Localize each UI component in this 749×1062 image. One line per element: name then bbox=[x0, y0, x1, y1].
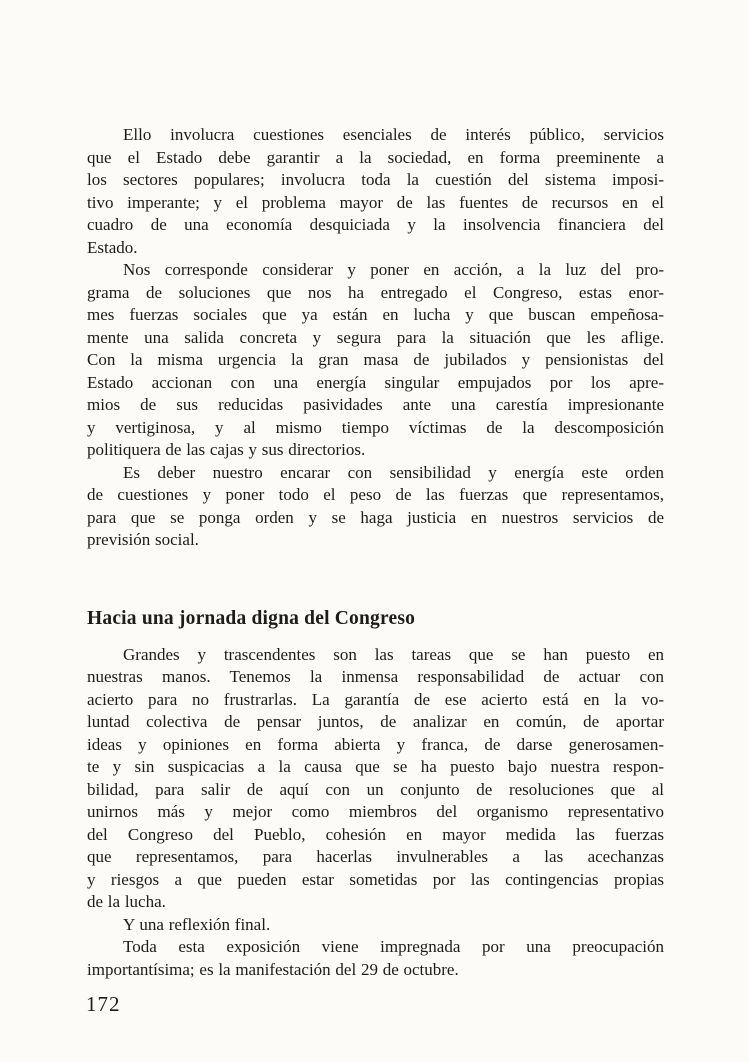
paragraph bbox=[87, 936, 664, 981]
page-content bbox=[87, 124, 664, 981]
text-line: ideas y opiniones en forma abierta y franca, de darse generosamen- bbox=[87, 734, 664, 754]
paragraph bbox=[87, 462, 664, 552]
text-line: Y una reflexión final. bbox=[123, 914, 271, 934]
text-line: Estado accionan con una energía singular empujados por los apre- bbox=[87, 372, 664, 392]
text-line: nuestras manos. Tenemos la inmensa responsabilidad de actuar con bbox=[87, 667, 664, 686]
text-line: bilidad, para salir de aquí con un conjunto de resoluciones que al bbox=[87, 779, 664, 799]
text-line: unirnos más y mejor como miembros del organismo representativo bbox=[87, 802, 664, 821]
text-line: Toda esta exposición viene impregnada por una preocupación bbox=[123, 937, 664, 956]
text-line: acierto para no frustrarlas. La garantía de ese acierto está en la vo- bbox=[87, 689, 664, 709]
text-line: Grandes y trascendentes son las tareas que se han puesto en bbox=[123, 644, 664, 664]
text-line: grama de soluciones que nos ha entregado el Congreso, estas enor- bbox=[87, 282, 664, 302]
text-line: previsión social. bbox=[87, 530, 199, 549]
text-line: Con la misma urgencia la gran masa de jubilados y pensionistas del bbox=[87, 350, 664, 369]
text-line: Estado. bbox=[87, 237, 138, 257]
section-heading: Hacia una jornada digna del Congreso bbox=[87, 607, 416, 629]
text-line: Nos corresponde considerar y poner en acción, a la luz del pro- bbox=[123, 260, 664, 279]
paragraph bbox=[87, 914, 664, 937]
text-line: de cuestiones y poner todo el peso de las fuerzas que representamos, bbox=[87, 485, 664, 504]
paragraph bbox=[87, 644, 664, 914]
page-number: 172 bbox=[86, 992, 121, 1016]
paragraph bbox=[87, 259, 664, 462]
text-line: Es deber nuestro encarar con sensibilidad y energía este orden bbox=[123, 462, 664, 482]
paragraph bbox=[87, 124, 664, 259]
text-line: del Congreso del Pueblo, cohesión en mayor medida las fuerzas bbox=[87, 824, 664, 844]
text-line: para que se ponga orden y se haga justicia en nuestros servicios de bbox=[87, 507, 664, 527]
text-line: politiquera de las cajas y sus directorios. bbox=[87, 440, 366, 459]
text-line: tivo imperante; y el problema mayor de las fuentes de recursos en el bbox=[87, 192, 664, 212]
text-line: importantísima; es la manifestación del 29 de octubre. bbox=[87, 959, 459, 979]
text-line: mios de sus reducidas pasividades ante una carestía impresionante bbox=[87, 395, 664, 414]
text-line: te y sin suspicacias a la causa que se ha puesto bajo nuestra respon- bbox=[87, 757, 664, 776]
text-line: Ello involucra cuestiones esenciales de interés público, servicios bbox=[123, 125, 664, 144]
text-line: los sectores populares; involucra toda la cuestión del sistema imposi- bbox=[87, 170, 664, 189]
text-line: que representamos, para hacerlas invulnerables a las acechanzas bbox=[87, 847, 664, 866]
text-line: y vertiginosa, y al mismo tiempo víctimas de la descomposición bbox=[87, 417, 664, 437]
text-line: mente una salida concreta y segura para la situación que les aflige. bbox=[87, 327, 664, 347]
text-line: que el Estado debe garantir a la sociedad, en forma preeminente a bbox=[87, 147, 664, 167]
text-line: y riesgos a que pueden estar sometidas por las contingencias propias bbox=[87, 869, 664, 889]
text-line: de la lucha. bbox=[87, 892, 166, 911]
text-line: cuadro de una economía desquiciada y la insolvencia financiera del bbox=[87, 215, 664, 234]
text-line: luntad colectiva de pensar juntos, de analizar en común, de aportar bbox=[87, 712, 664, 731]
text-line: mes fuerzas sociales que ya están en lucha y que buscan empeñosa- bbox=[87, 305, 664, 324]
